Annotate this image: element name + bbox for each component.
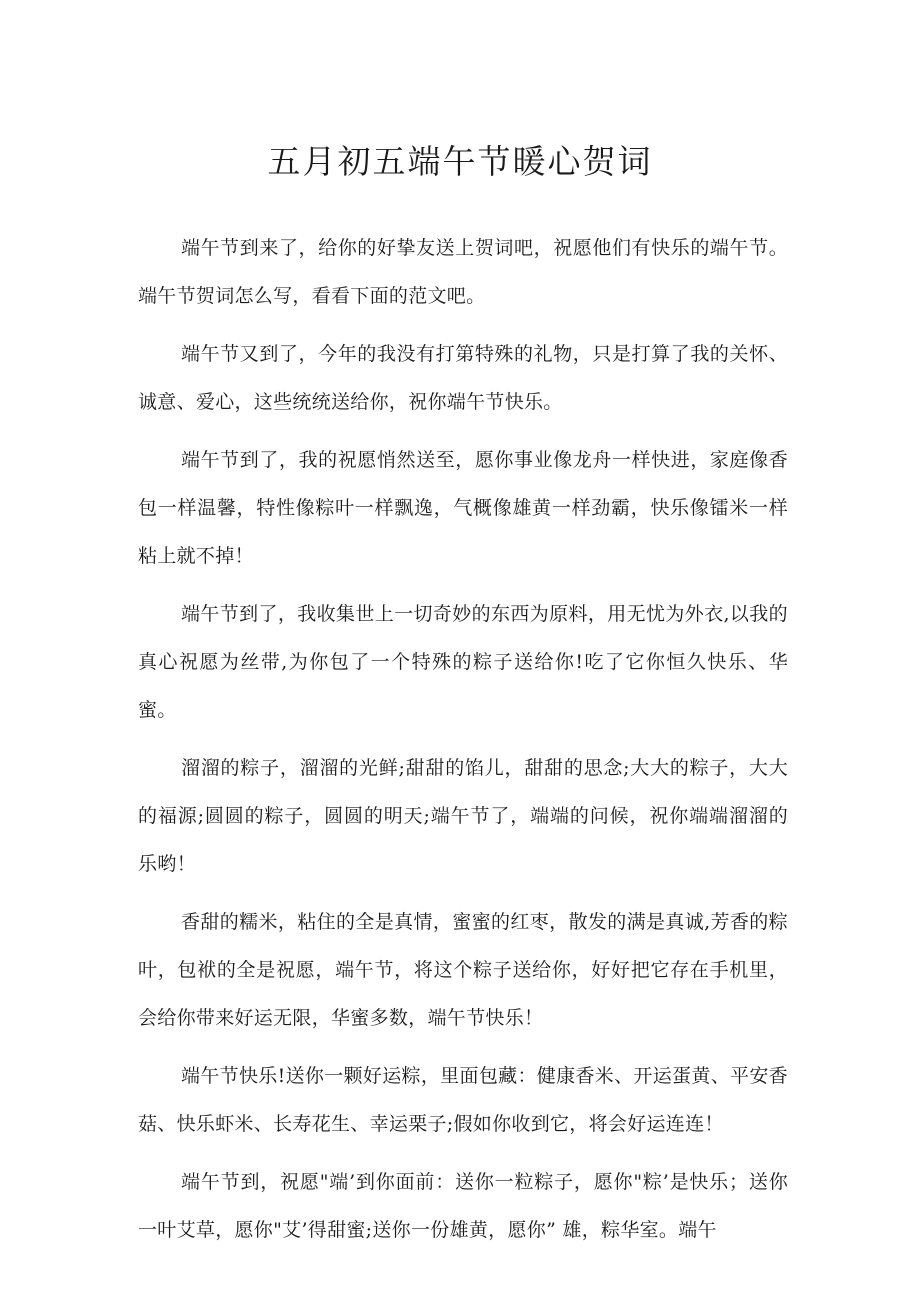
paragraph: 端午节到，祝愿"端’到你面前：送你一粒粽子，愿你"粽’是快乐；送你一叶艾草，愿你"艾’得甜蜜;送你一份雄黄，愿你” 雄，粽华室。端午 (138, 1171, 788, 1241)
document-title: 五月初五端午节暖心贺词 (267, 142, 653, 181)
paragraph: 端午节又到了，今年的我没有打第特殊的礼物，只是打算了我的关怀、诚意、爱心，这些统统送给你，祝你端午节快乐。 (138, 343, 788, 413)
paragraph: 溜溜的粽子，溜溜的光鲜;甜甜的馅儿，甜甜的思念;大大的粽子，大大的福源;圆圆的粽子，圆圆的明天;端午节了，端端的问候，祝你端端溜溜的乐哟！ (138, 757, 788, 875)
document-body (138, 224, 788, 1264)
paragraph: 端午节到了，我的祝愿悄然送至，愿你事业像龙舟一样快进，家庭像香包一样温馨，特性像粽叶一样飘逸，气概像雄黄一样劲霸，快乐像镭米一样粘上就不掉！ (138, 449, 788, 567)
paragraph: 端午节到了，我收集世上一切奇妙的东西为原料，用无忧为外衣,以我的真心祝愿为丝带,为你包了一个特殊的粽子送给你!吃了它你恒久快乐、华蜜。 (138, 603, 788, 721)
paragraph: 端午节到来了，给你的好挚友送上贺词吧，祝愿他们有快乐的端午节。端午节贺词怎么写，看看下面的范文吧。 (138, 237, 788, 307)
paragraph: 端午节快乐!送你一颗好运粽，里面包藏：健康香米、开运蛋黄、平安香菇、快乐虾米、长寿花生、幸运栗子;假如你收到它，将会好运连连！ (138, 1065, 788, 1135)
paragraph: 香甜的糯米，粘住的全是真情，蜜蜜的红枣，散发的满是真诚,芳香的粽叶，包袱的全是祝愿，端午节，将这个粽子送给你，好好把它存在手机里，会给你带来好运无限，华蜜多数，端午节快乐！ (138, 911, 788, 1029)
